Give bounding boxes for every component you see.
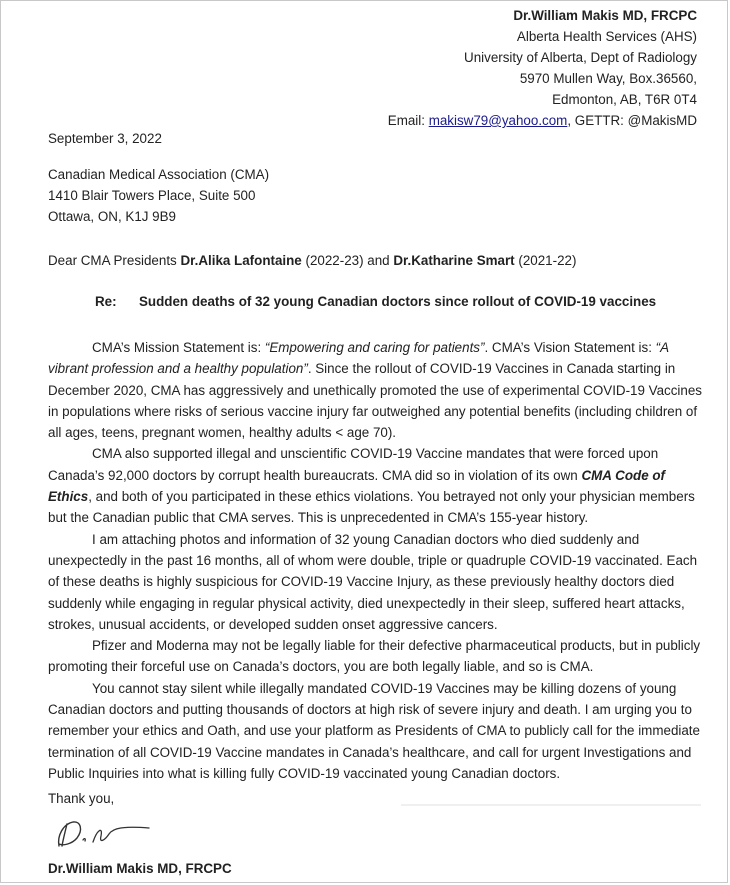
- code-of-ethics: CMA Code of Ethics: [48, 467, 666, 505]
- recipient-line: Canadian Medical Association (CMA): [48, 167, 270, 182]
- text-span: , and both of you participated in these ethics violations. You betrayed not only your physician members but the Canadian public that CMA serves. This is unprecedented in CMA’s 155-year history.: [48, 489, 695, 526]
- handwritten-signature-icon: [53, 816, 163, 851]
- closing: Thank you,: [48, 791, 115, 806]
- sender-street: 5970 Mullen Way, Box.36560,: [519, 71, 697, 86]
- text-span: . Since the rollout of COVID-19 Vaccines in Canada starting in December 2020, CMA has aggressively and unethically promoted the use of experimental COVID-19 Vaccines in populations where risks of serious vaccine injury far outweighed any potential benefits (including children of all ages, teens, pregnant women, healthy adults < age 70).: [48, 361, 702, 441]
- gettr-handle: , GETTR: @MakisMD: [567, 113, 697, 128]
- recipient-line: 1410 Blair Towers Place, Suite 500: [48, 188, 256, 203]
- body-paragraph: [48, 337, 708, 443]
- email-link[interactable]: makisw79@yahoo.com: [428, 113, 568, 128]
- text-span: . CMA’s Vision Statement is:: [484, 340, 656, 355]
- salutation-years: (2022-23) and: [301, 253, 394, 268]
- body-paragraph: You cannot stay silent while illegally mandated COVID-19 Vaccines may be killing dozens of young Canadian doctors and putting thousands of doctors at high risk of severe injury and death. I am urging you to remember your ethics and Oath, and use your platform as Presidents of CMA to publicly call for the immediate termination of all COVID-19 Vaccine mandates in Canada’s healthcare, and call for urgent Investigations and Public Inquiries into what is killing fully COVID-19 vaccinated young Canadian doctors.: [48, 680, 700, 781]
- letter-date: September 3, 2022: [48, 131, 162, 146]
- sender-city: Edmonton, AB, T6R 0T4: [552, 92, 697, 107]
- text-span: CMA’s Mission Statement is:: [92, 340, 265, 355]
- recipient-name: Dr.Katharine Smart: [393, 253, 515, 268]
- recipient-line: Ottawa, ON, K1J 9B9: [48, 209, 177, 224]
- subject-line: [95, 294, 656, 309]
- sender-org: Alberta Health Services (AHS): [516, 29, 697, 44]
- body-paragraph: Pfizer and Moderna may not be legally liable for their defective pharmaceutical products, but in publicly promoting their forceful use on Canada’s doctors, you are both legally liable, and so is CMA.: [48, 638, 701, 675]
- salutation: [48, 253, 576, 268]
- sender-address-block: [277, 5, 697, 131]
- salutation-years: (2021-22): [514, 253, 577, 268]
- signer-name: Dr.William Makis MD, FRCPC: [48, 861, 232, 876]
- text-span: CMA also supported illegal and unscientific COVID-19 Vaccine mandates that were forced upon Canada’s 92,000 doctors by corrupt health bureaucrats. CMA did so in violation of its own: [48, 446, 659, 483]
- salutation-prefix: Dear CMA Presidents: [48, 253, 181, 268]
- vision-quote: “A vibrant profession and a healthy population”: [48, 340, 669, 377]
- sender-dept: University of Alberta, Dept of Radiology: [464, 50, 697, 65]
- letter-body: [48, 337, 708, 784]
- sender-name: Dr.William Makis MD, FRCPC: [513, 8, 697, 23]
- recipient-name: Dr.Alika Lafontaine: [180, 253, 302, 268]
- recipient-address-block: [48, 164, 269, 227]
- mission-quote: “Empowering and caring for patients”: [264, 340, 485, 355]
- subject-text: Sudden deaths of 32 young Canadian doctors since rollout of COVID-19 vaccines: [139, 294, 657, 309]
- sender-contact: [277, 110, 697, 131]
- body-paragraph: [48, 443, 708, 528]
- scan-artifact: [401, 804, 701, 806]
- re-label: Re:: [95, 294, 117, 309]
- body-paragraph: I am attaching photos and information of 32 young Canadian doctors who died suddenly and unexpectedly in the past 16 months, all of whom were double, triple or quadruple COVID-19 vaccinated. Each of these deaths is highly suspicious for COVID-19 Vaccine Injury, as these previously healthy doctors died suddenly while engaging in regular physical activity, died unexpectedly in their sleep, suffered heart attacks, strokes, unusual accidents, or developed sudden onset aggressive cancers.: [48, 531, 698, 632]
- email-label: Email:: [387, 113, 429, 128]
